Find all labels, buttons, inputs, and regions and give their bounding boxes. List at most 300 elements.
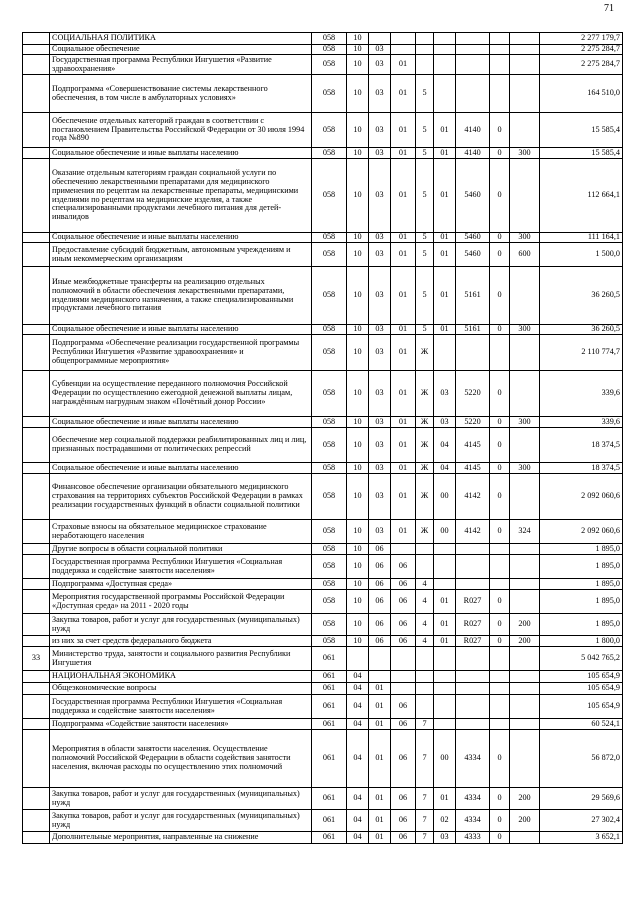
subprogram-code-cell: Ж bbox=[416, 463, 434, 474]
program-code-cell: 06 bbox=[391, 730, 416, 788]
section-code-cell: 10 bbox=[347, 474, 369, 520]
amount-cell: 2 275 284,7 bbox=[540, 55, 623, 75]
row-number-cell bbox=[23, 832, 50, 844]
program-code-cell bbox=[391, 33, 416, 45]
activity-code-cell: 00 bbox=[434, 474, 456, 520]
subprogram-code-cell bbox=[416, 45, 434, 55]
extra-code-cell: 0 bbox=[490, 371, 510, 417]
description-cell: Обеспечение отдельных категорий граждан в соответствии с постановлением Правительства Российской Федерации от 30 июля 1994 года №890 bbox=[50, 113, 312, 148]
activity-code-cell: 00 bbox=[434, 730, 456, 788]
section-code-cell: 10 bbox=[347, 371, 369, 417]
section-code-cell: 04 bbox=[347, 671, 369, 683]
program-code-cell: 01 bbox=[391, 335, 416, 371]
program-code-cell bbox=[391, 683, 416, 695]
section-code-cell: 04 bbox=[347, 788, 369, 810]
activity-code-cell: 01 bbox=[434, 233, 456, 243]
table-row bbox=[23, 75, 623, 113]
amount-cell: 1 800,0 bbox=[540, 636, 623, 647]
extra-code-cell: 0 bbox=[490, 428, 510, 463]
section-code-cell: 10 bbox=[347, 243, 369, 267]
expense-type-cell bbox=[510, 719, 540, 730]
expense-type-cell bbox=[510, 832, 540, 844]
subprogram-code-cell bbox=[416, 683, 434, 695]
subsection-code-cell: 06 bbox=[369, 636, 391, 647]
table-row bbox=[23, 671, 623, 683]
table-row bbox=[23, 474, 623, 520]
row-number-cell bbox=[23, 325, 50, 335]
direction-code-cell: 4145 bbox=[456, 463, 490, 474]
direction-code-cell: 5161 bbox=[456, 267, 490, 325]
section-code-cell: 10 bbox=[347, 544, 369, 555]
direction-code-cell bbox=[456, 579, 490, 590]
dept-code-cell: 058 bbox=[312, 335, 347, 371]
subprogram-code-cell: Ж bbox=[416, 428, 434, 463]
section-code-cell: 04 bbox=[347, 695, 369, 719]
subprogram-code-cell: 4 bbox=[416, 636, 434, 647]
dept-code-cell: 058 bbox=[312, 590, 347, 614]
activity-code-cell: 04 bbox=[434, 428, 456, 463]
subprogram-code-cell: 5 bbox=[416, 159, 434, 233]
expense-type-cell bbox=[510, 371, 540, 417]
dept-code-cell: 058 bbox=[312, 474, 347, 520]
extra-code-cell: 0 bbox=[490, 730, 510, 788]
dept-code-cell: 058 bbox=[312, 636, 347, 647]
row-number-cell bbox=[23, 371, 50, 417]
direction-code-cell bbox=[456, 544, 490, 555]
subprogram-code-cell: 4 bbox=[416, 590, 434, 614]
activity-code-cell: 04 bbox=[434, 463, 456, 474]
dept-code-cell: 058 bbox=[312, 520, 347, 544]
row-number-cell bbox=[23, 810, 50, 832]
program-code-cell: 01 bbox=[391, 243, 416, 267]
subsection-code-cell: 03 bbox=[369, 371, 391, 417]
direction-code-cell bbox=[456, 555, 490, 579]
dept-code-cell: 058 bbox=[312, 33, 347, 45]
subsection-code-cell: 03 bbox=[369, 428, 391, 463]
row-number-cell bbox=[23, 730, 50, 788]
extra-code-cell bbox=[490, 75, 510, 113]
expense-type-cell: 200 bbox=[510, 788, 540, 810]
amount-cell: 2 092 060,6 bbox=[540, 520, 623, 544]
section-code-cell: 10 bbox=[347, 417, 369, 428]
activity-code-cell: 03 bbox=[434, 371, 456, 417]
row-number-cell bbox=[23, 45, 50, 55]
table-row bbox=[23, 810, 623, 832]
expense-type-cell bbox=[510, 55, 540, 75]
table-row bbox=[23, 325, 623, 335]
description-cell: Социальное обеспечение и иные выплаты населению bbox=[50, 463, 312, 474]
table-row bbox=[23, 614, 623, 636]
description-cell: Предоставление субсидий бюджетным, автономным учреждениям и иным некоммерческим организациям bbox=[50, 243, 312, 267]
table-row bbox=[23, 695, 623, 719]
subprogram-code-cell: 5 bbox=[416, 267, 434, 325]
extra-code-cell bbox=[490, 555, 510, 579]
subsection-code-cell: 01 bbox=[369, 683, 391, 695]
subsection-code-cell: 01 bbox=[369, 730, 391, 788]
amount-cell: 56 872,0 bbox=[540, 730, 623, 788]
expense-type-cell: 300 bbox=[510, 417, 540, 428]
amount-cell: 3 652,1 bbox=[540, 832, 623, 844]
dept-code-cell: 061 bbox=[312, 695, 347, 719]
expense-type-cell: 300 bbox=[510, 148, 540, 159]
dept-code-cell: 058 bbox=[312, 325, 347, 335]
description-cell: Подпрограмма «Обеспечение реализации государственной программы Республики Ингушетия «Развитие здравоохранения» и общепрограммные мероприятия» bbox=[50, 335, 312, 371]
description-cell: СОЦИАЛЬНАЯ ПОЛИТИКА bbox=[50, 33, 312, 45]
row-number-cell bbox=[23, 113, 50, 148]
expense-type-cell: 300 bbox=[510, 233, 540, 243]
activity-code-cell bbox=[434, 579, 456, 590]
table-body bbox=[23, 33, 623, 844]
section-code-cell: 10 bbox=[347, 614, 369, 636]
table-row bbox=[23, 371, 623, 417]
table-row bbox=[23, 730, 623, 788]
dept-code-cell: 058 bbox=[312, 243, 347, 267]
section-code-cell: 04 bbox=[347, 683, 369, 695]
amount-cell: 1 895,0 bbox=[540, 544, 623, 555]
subprogram-code-cell: 4 bbox=[416, 579, 434, 590]
subprogram-code-cell: 5 bbox=[416, 113, 434, 148]
program-code-cell bbox=[391, 45, 416, 55]
subprogram-code-cell bbox=[416, 33, 434, 45]
amount-cell: 105 654,9 bbox=[540, 671, 623, 683]
subprogram-code-cell bbox=[416, 555, 434, 579]
table-row bbox=[23, 33, 623, 45]
activity-code-cell bbox=[434, 719, 456, 730]
row-number-cell bbox=[23, 233, 50, 243]
table-row bbox=[23, 555, 623, 579]
expense-type-cell: 300 bbox=[510, 463, 540, 474]
row-number-cell: 33 bbox=[23, 647, 50, 671]
direction-code-cell: 5220 bbox=[456, 417, 490, 428]
description-cell: из них за счет средств федерального бюджета bbox=[50, 636, 312, 647]
row-number-cell bbox=[23, 555, 50, 579]
extra-code-cell: 0 bbox=[490, 614, 510, 636]
row-number-cell bbox=[23, 159, 50, 233]
dept-code-cell: 058 bbox=[312, 159, 347, 233]
subprogram-code-cell: Ж bbox=[416, 335, 434, 371]
amount-cell: 5 042 765,2 bbox=[540, 647, 623, 671]
expense-type-cell bbox=[510, 45, 540, 55]
subprogram-code-cell: 5 bbox=[416, 75, 434, 113]
expense-type-cell bbox=[510, 590, 540, 614]
subsection-code-cell bbox=[369, 671, 391, 683]
extra-code-cell: 0 bbox=[490, 243, 510, 267]
amount-cell: 105 654,9 bbox=[540, 695, 623, 719]
table-row bbox=[23, 683, 623, 695]
program-code-cell: 06 bbox=[391, 555, 416, 579]
dept-code-cell: 058 bbox=[312, 371, 347, 417]
dept-code-cell: 058 bbox=[312, 463, 347, 474]
program-code-cell: 06 bbox=[391, 719, 416, 730]
amount-cell: 2 092 060,6 bbox=[540, 474, 623, 520]
row-number-cell bbox=[23, 683, 50, 695]
section-code-cell: 04 bbox=[347, 810, 369, 832]
extra-code-cell: 0 bbox=[490, 810, 510, 832]
row-number-cell bbox=[23, 695, 50, 719]
dept-code-cell: 058 bbox=[312, 148, 347, 159]
budget-table bbox=[22, 32, 623, 844]
row-number-cell bbox=[23, 788, 50, 810]
section-code-cell: 10 bbox=[347, 325, 369, 335]
extra-code-cell: 0 bbox=[490, 788, 510, 810]
amount-cell: 18 374,5 bbox=[540, 428, 623, 463]
description-cell: Общеэкономические вопросы bbox=[50, 683, 312, 695]
direction-code-cell: 4334 bbox=[456, 730, 490, 788]
subprogram-code-cell bbox=[416, 671, 434, 683]
program-code-cell: 01 bbox=[391, 113, 416, 148]
description-cell: Закупка товаров, работ и услуг для государственных (муниципальных) нужд bbox=[50, 810, 312, 832]
dept-code-cell: 058 bbox=[312, 579, 347, 590]
subsection-code-cell: 03 bbox=[369, 325, 391, 335]
direction-code-cell: R027 bbox=[456, 614, 490, 636]
subsection-code-cell: 01 bbox=[369, 788, 391, 810]
subprogram-code-cell: Ж bbox=[416, 520, 434, 544]
amount-cell: 105 654,9 bbox=[540, 683, 623, 695]
subsection-code-cell bbox=[369, 33, 391, 45]
table-row bbox=[23, 335, 623, 371]
direction-code-cell: 4334 bbox=[456, 788, 490, 810]
page-number: 71 bbox=[604, 3, 614, 14]
dept-code-cell: 058 bbox=[312, 75, 347, 113]
subprogram-code-cell bbox=[416, 647, 434, 671]
description-cell: Социальное обеспечение bbox=[50, 45, 312, 55]
expense-type-cell: 324 bbox=[510, 520, 540, 544]
activity-code-cell: 01 bbox=[434, 590, 456, 614]
expense-type-cell bbox=[510, 544, 540, 555]
direction-code-cell bbox=[456, 75, 490, 113]
description-cell: Иные межбюджетные трансферты на реализацию отдельных полномочий в области обеспечения лекарственными препаратами, изделиями медицинского назначения, а также специализированными продуктами лечебного питания bbox=[50, 267, 312, 325]
dept-code-cell: 058 bbox=[312, 113, 347, 148]
expense-type-cell bbox=[510, 647, 540, 671]
subprogram-code-cell bbox=[416, 55, 434, 75]
description-cell: Социальное обеспечение и иные выплаты населению bbox=[50, 233, 312, 243]
section-code-cell: 10 bbox=[347, 113, 369, 148]
activity-code-cell: 01 bbox=[434, 148, 456, 159]
direction-code-cell: 5460 bbox=[456, 233, 490, 243]
subsection-code-cell: 03 bbox=[369, 474, 391, 520]
table-row bbox=[23, 832, 623, 844]
amount-cell: 339,6 bbox=[540, 371, 623, 417]
row-number-cell bbox=[23, 243, 50, 267]
extra-code-cell bbox=[490, 335, 510, 371]
extra-code-cell bbox=[490, 695, 510, 719]
program-code-cell: 01 bbox=[391, 428, 416, 463]
program-code-cell: 01 bbox=[391, 417, 416, 428]
direction-code-cell bbox=[456, 45, 490, 55]
activity-code-cell: 03 bbox=[434, 417, 456, 428]
extra-code-cell bbox=[490, 579, 510, 590]
amount-cell: 27 302,4 bbox=[540, 810, 623, 832]
row-number-cell bbox=[23, 75, 50, 113]
program-code-cell: 01 bbox=[391, 520, 416, 544]
subprogram-code-cell bbox=[416, 695, 434, 719]
dept-code-cell: 058 bbox=[312, 233, 347, 243]
program-code-cell: 01 bbox=[391, 75, 416, 113]
row-number-cell bbox=[23, 463, 50, 474]
subprogram-code-cell: 5 bbox=[416, 148, 434, 159]
section-code-cell: 10 bbox=[347, 45, 369, 55]
expense-type-cell bbox=[510, 555, 540, 579]
expense-type-cell bbox=[510, 113, 540, 148]
program-code-cell bbox=[391, 647, 416, 671]
amount-cell: 1 895,0 bbox=[540, 579, 623, 590]
extra-code-cell: 0 bbox=[490, 520, 510, 544]
row-number-cell bbox=[23, 590, 50, 614]
description-cell: Субвенции на осуществление переданного полномочия Российской Федерации по осуществлению ежегодной денежной выплаты лицам, награждённым нагрудным знаком «Почётный донор России» bbox=[50, 371, 312, 417]
amount-cell: 111 164,1 bbox=[540, 233, 623, 243]
subsection-code-cell: 03 bbox=[369, 335, 391, 371]
program-code-cell: 06 bbox=[391, 636, 416, 647]
program-code-cell: 06 bbox=[391, 590, 416, 614]
expense-type-cell bbox=[510, 474, 540, 520]
subsection-code-cell: 03 bbox=[369, 159, 391, 233]
section-code-cell bbox=[347, 647, 369, 671]
extra-code-cell: 0 bbox=[490, 463, 510, 474]
expense-type-cell bbox=[510, 267, 540, 325]
activity-code-cell: 03 bbox=[434, 832, 456, 844]
subsection-code-cell: 06 bbox=[369, 544, 391, 555]
direction-code-cell: 4145 bbox=[456, 428, 490, 463]
subsection-code-cell bbox=[369, 647, 391, 671]
dept-code-cell: 058 bbox=[312, 555, 347, 579]
amount-cell: 60 524,1 bbox=[540, 719, 623, 730]
section-code-cell: 10 bbox=[347, 148, 369, 159]
description-cell: Подпрограмма «Содействие занятости населения» bbox=[50, 719, 312, 730]
program-code-cell: 06 bbox=[391, 695, 416, 719]
subsection-code-cell: 06 bbox=[369, 614, 391, 636]
direction-code-cell: 4140 bbox=[456, 113, 490, 148]
direction-code-cell: 4142 bbox=[456, 474, 490, 520]
program-code-cell: 01 bbox=[391, 325, 416, 335]
activity-code-cell: 01 bbox=[434, 636, 456, 647]
program-code-cell bbox=[391, 544, 416, 555]
description-cell: Оказание отдельным категориям граждан социальной услуги по обеспечению лекарственными препаратами для медицинского применения по рецептам на лекарственные препараты, медицинскими изделиями по рецептам на медицинские изделия, а также специализированными продуктами лечебного питания для детей-инвалидов bbox=[50, 159, 312, 233]
subprogram-code-cell: 4 bbox=[416, 614, 434, 636]
section-code-cell: 10 bbox=[347, 233, 369, 243]
program-code-cell: 06 bbox=[391, 579, 416, 590]
table-row bbox=[23, 417, 623, 428]
description-cell: Министерство труда, занятости и социального развития Республики Ингушетия bbox=[50, 647, 312, 671]
program-code-cell: 01 bbox=[391, 474, 416, 520]
expense-type-cell bbox=[510, 695, 540, 719]
activity-code-cell bbox=[434, 55, 456, 75]
program-code-cell: 06 bbox=[391, 810, 416, 832]
extra-code-cell bbox=[490, 55, 510, 75]
extra-code-cell: 0 bbox=[490, 590, 510, 614]
expense-type-cell: 200 bbox=[510, 636, 540, 647]
direction-code-cell bbox=[456, 719, 490, 730]
program-code-cell: 01 bbox=[391, 148, 416, 159]
extra-code-cell: 0 bbox=[490, 159, 510, 233]
subsection-code-cell: 01 bbox=[369, 719, 391, 730]
row-number-cell bbox=[23, 520, 50, 544]
extra-code-cell: 0 bbox=[490, 325, 510, 335]
activity-code-cell bbox=[434, 671, 456, 683]
table-row bbox=[23, 719, 623, 730]
expense-type-cell: 200 bbox=[510, 810, 540, 832]
subsection-code-cell: 03 bbox=[369, 148, 391, 159]
activity-code-cell: 01 bbox=[434, 159, 456, 233]
amount-cell: 1 895,0 bbox=[540, 614, 623, 636]
program-code-cell: 01 bbox=[391, 55, 416, 75]
description-cell: Обеспечение мер социальной поддержки реабилитированных лиц и лиц, признанных пострадавшими от политических репрессий bbox=[50, 428, 312, 463]
row-number-cell bbox=[23, 671, 50, 683]
table-row bbox=[23, 233, 623, 243]
subsection-code-cell: 03 bbox=[369, 55, 391, 75]
table-row bbox=[23, 520, 623, 544]
amount-cell: 29 569,6 bbox=[540, 788, 623, 810]
extra-code-cell bbox=[490, 544, 510, 555]
row-number-cell bbox=[23, 636, 50, 647]
program-code-cell bbox=[391, 671, 416, 683]
table-row bbox=[23, 788, 623, 810]
expense-type-cell bbox=[510, 33, 540, 45]
activity-code-cell: 01 bbox=[434, 788, 456, 810]
description-cell: Государственная программа Республики Ингушетия «Социальная поддержка и содействие занятости населения» bbox=[50, 695, 312, 719]
subsection-code-cell: 03 bbox=[369, 520, 391, 544]
section-code-cell: 10 bbox=[347, 579, 369, 590]
direction-code-cell bbox=[456, 671, 490, 683]
section-code-cell: 10 bbox=[347, 520, 369, 544]
description-cell: Социальное обеспечение и иные выплаты населению bbox=[50, 148, 312, 159]
amount-cell: 1 500,0 bbox=[540, 243, 623, 267]
description-cell: Закупка товаров, работ и услуг для государственных (муниципальных) нужд bbox=[50, 788, 312, 810]
direction-code-cell bbox=[456, 695, 490, 719]
amount-cell: 2 275 284,7 bbox=[540, 45, 623, 55]
amount-cell: 112 664,1 bbox=[540, 159, 623, 233]
activity-code-cell bbox=[434, 335, 456, 371]
subprogram-code-cell: 7 bbox=[416, 719, 434, 730]
amount-cell: 18 374,5 bbox=[540, 463, 623, 474]
expense-type-cell bbox=[510, 159, 540, 233]
table-row bbox=[23, 45, 623, 55]
subprogram-code-cell: 7 bbox=[416, 832, 434, 844]
subsection-code-cell: 03 bbox=[369, 243, 391, 267]
extra-code-cell bbox=[490, 647, 510, 671]
dept-code-cell: 058 bbox=[312, 428, 347, 463]
subprogram-code-cell bbox=[416, 544, 434, 555]
dept-code-cell: 061 bbox=[312, 671, 347, 683]
expense-type-cell bbox=[510, 579, 540, 590]
subprogram-code-cell: Ж bbox=[416, 371, 434, 417]
amount-cell: 15 585,4 bbox=[540, 148, 623, 159]
amount-cell: 2 277 179,7 bbox=[540, 33, 623, 45]
description-cell: Социальное обеспечение и иные выплаты населению bbox=[50, 417, 312, 428]
description-cell: Подпрограмма «Совершенствование системы лекарственного обеспечения, в том числе в амбулаторных условиях» bbox=[50, 75, 312, 113]
dept-code-cell: 061 bbox=[312, 810, 347, 832]
dept-code-cell: 061 bbox=[312, 683, 347, 695]
direction-code-cell: 4334 bbox=[456, 810, 490, 832]
description-cell: Финансовое обеспечение организации обязательного медицинского страхования на территориях субъектов Российской Федерации в рамках реализации государственных функций в области социальной политики bbox=[50, 474, 312, 520]
section-code-cell: 10 bbox=[347, 159, 369, 233]
program-code-cell: 01 bbox=[391, 159, 416, 233]
program-code-cell: 01 bbox=[391, 463, 416, 474]
direction-code-cell: 4142 bbox=[456, 520, 490, 544]
expense-type-cell bbox=[510, 335, 540, 371]
expense-type-cell: 200 bbox=[510, 614, 540, 636]
direction-code-cell bbox=[456, 647, 490, 671]
direction-code-cell: 5220 bbox=[456, 371, 490, 417]
description-cell: Подпрограмма «Доступная среда» bbox=[50, 579, 312, 590]
section-code-cell: 10 bbox=[347, 463, 369, 474]
table-row bbox=[23, 267, 623, 325]
description-cell: НАЦИОНАЛЬНАЯ ЭКОНОМИКА bbox=[50, 671, 312, 683]
expense-type-cell bbox=[510, 671, 540, 683]
description-cell: Государственная программа Республики Ингушетия «Развитие здравоохранения» bbox=[50, 55, 312, 75]
subprogram-code-cell: 7 bbox=[416, 730, 434, 788]
program-code-cell: 01 bbox=[391, 267, 416, 325]
subsection-code-cell: 06 bbox=[369, 590, 391, 614]
